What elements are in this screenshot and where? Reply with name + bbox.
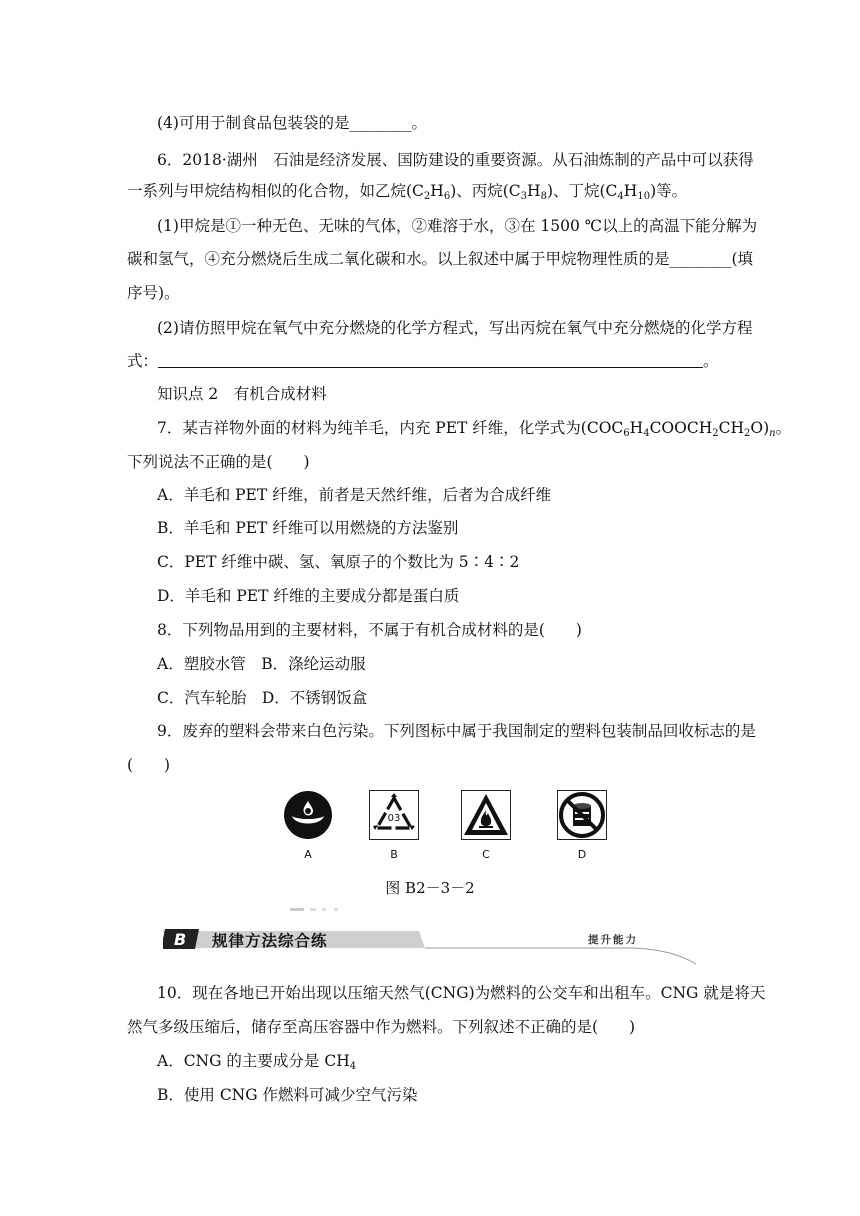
q8-options-ab: A．塑胶水管 B．涤纶运动服 xyxy=(157,655,366,673)
figure-caption: 图 B2－3－2 xyxy=(385,879,475,897)
q6-intro-line2: 一系列与甲烷结构相似的化合物，如乙烷$(C_2H_6)$、丙烷$(C_3H_8)$、丁烷$(C_4H_{10})$等。 xyxy=(127,182,688,202)
q6-part1-line3: 序号)。 xyxy=(127,284,180,302)
icon-label-d: D xyxy=(577,848,587,861)
q9-stem-line1: 9．废弃的塑料会带来白色污染。下列图标中属于我国制定的塑料包装制品回收标志的是 xyxy=(157,722,756,740)
q9-figure xyxy=(283,790,623,862)
q8-options-cd: C．汽车轮胎 D．不锈钢饭盒 xyxy=(157,689,368,707)
q6-intro-line1: 6．2018·湖州 石油是经济发展、国防建设的重要资源。从石油炼制的产品中可以获得 xyxy=(157,151,754,169)
section-banner xyxy=(163,926,698,966)
section-heading: 知识点 2 有机合成材料 xyxy=(157,385,327,403)
q6-part1-line1: (1)甲烷是①一种无色、无味的气体，②难溶于水，③在 1500 ℃以上的高温下能分解为 xyxy=(157,217,758,235)
q7-option-a: A．羊毛和 PET 纤维，前者是天然纤维，后者为合成纤维 xyxy=(157,486,552,504)
banner-subtitle: 提升能力 xyxy=(588,934,638,946)
q6-part2-line2: 式： 。 xyxy=(127,352,719,370)
q5-part4: (4)可用于制食品包装袋的是________。 xyxy=(157,114,427,132)
q10-stem-line2: 然气多级压缩后，储存至高压容器中作为燃料。下列叙述不正确的是( ) xyxy=(127,1018,636,1036)
q7-option-c: C．PET 纤维中碳、氢、氧原子的个数比为 5∶4∶2 xyxy=(157,553,520,571)
recycle-code: 03 xyxy=(387,813,401,824)
q9-stem-line2: ( ) xyxy=(127,756,171,774)
recycle-triangle-icon xyxy=(369,790,419,840)
q10-option-b: B．使用 CNG 作燃料可减少空气污染 xyxy=(157,1086,418,1104)
icon-label-a: A xyxy=(304,848,312,861)
answer-blank xyxy=(158,353,703,368)
q7-stem-line2: 下列说法不正确的是( ) xyxy=(127,453,310,471)
q10-stem-line1: 10．现在各地已开始出现以压缩天然气(CNG)为燃料的公交车和出租车。CNG 就是将天 xyxy=(157,984,766,1002)
prohibition-sign-icon xyxy=(557,790,607,840)
q10-option-a: A．CNG 的主要成分是 $CH_4$ xyxy=(157,1052,357,1072)
q6-part1-line2: 碳和氢气，④充分燃烧后生成二氧化碳和水。以上叙述中属于甲烷物理性质的是________(填 xyxy=(127,250,754,268)
icon-label-b: B xyxy=(390,848,398,861)
q6-part2-line1: (2)请仿照甲烷在氧气中充分燃烧的化学方程式，写出丙烷在氧气中充分燃烧的化学方程 xyxy=(157,319,753,337)
icon-label-c: C xyxy=(482,848,490,861)
water-drop-emblem-icon xyxy=(283,790,333,840)
q7-stem-line1: 7．某吉祥物外面的材料为纯羊毛，内充 PET 纤维，化学式为$(COC_6H_4COOCH_2CH_2O)_n$。 xyxy=(157,419,792,439)
faint-artifact xyxy=(288,906,358,914)
q7-option-b: B．羊毛和 PET 纤维可以用燃烧的方法鉴别 xyxy=(157,519,459,537)
q7-option-d: D．羊毛和 PET 纤维的主要成分都是蛋白质 xyxy=(157,587,460,605)
flammable-warning-icon xyxy=(461,790,511,840)
banner-letter: B xyxy=(174,930,187,949)
q8-stem: 8．下列物品用到的主要材料，不属于有机合成材料的是( ) xyxy=(157,621,582,639)
banner-title: 规律方法综合练 xyxy=(212,932,328,950)
